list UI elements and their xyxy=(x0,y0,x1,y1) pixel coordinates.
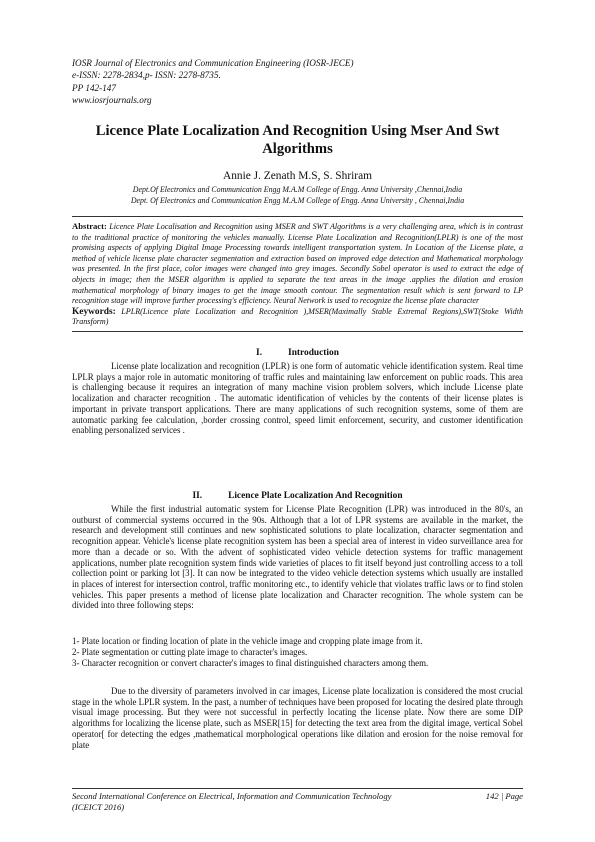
journal-pages: PP 142-147 xyxy=(72,82,116,93)
journal-name: IOSR Journal of Electronics and Communication Engineering (IOSR-JECE) xyxy=(72,58,354,68)
localization-paragraph: While the first industrial automatic system for License Plate Recognition (LPR) was introduced in the 80's, an outburst of commercial systems occurred in the 90s. Although that a lot of LPR systems are available in the market, the research and development still continues and new sophisticated solutions to plate localization, character segmentation and recognition appear. Vehicle's license plate recognition system has been a special area of interest in video surveillance area for more than a decade or so. With the advent of sophisticated video vehicle detection systems for traffic management applications, number plate recognition system finds wide varieties of places to fit itself beyond just controlling access to a toll collection point or parking lot [3]. It can now be integrated to the video vehicle detection systems which usually are installed in places of interest for intersection control, traffic monitoring etc., to identify vehicle that violates traffic laws or to find stolen vehicles. This paper presents a method of license plate localization and Character recognition. The whole system can be divided into three following steps: xyxy=(72,504,523,611)
footer-page-number: 142 | Page xyxy=(485,791,523,801)
section-number: II. xyxy=(192,491,203,501)
footer-acronym: (ICEICT 2016) xyxy=(72,802,125,812)
list-item: 2- Plate segmentation or cutting plate image to character's images. xyxy=(72,647,308,658)
affiliation-2: Dept. Of Electronics and Communication Engg M.A.M College of Engg. Anna University , Chennai,India xyxy=(130,196,465,205)
section-number: I. xyxy=(256,348,263,358)
journal-website: www.iosrjournals.org xyxy=(72,95,152,106)
paper-title: Licence Plate Localization And Recognition Using Mser And Swt Algorithms xyxy=(95,123,500,157)
keywords-label: Keywords: xyxy=(72,306,116,317)
footer-conference: Second International Conference on Electrical, Information and Communication Technology xyxy=(72,791,392,801)
abstract-text: Licence Plate Localisation and Recognition using MSER and SWT Algorithms is a very challenging area, which is in contrast to the traditional practice of monitoring the vehicles manually. License Plate Localization and Recognition(LPLR) is one of the most promising aspects of applying Digital Image Processing towards intelligent transportation system. In Location of the License plate, a method of vehicle license plate character segmentation and extraction based on improved edge detection and Mathematical morphology was presented. In the first place, color images were changed into grey images. Secondly Sobel operator is used to extract the edge of objects in image; then the MSER algorithm is applied to separate the text areas in the image .applies the dilation and erosion mathematical morphology of binary images to get the image smooth contour. The segmentation result which is sent forward to LP recognition stage will improve further processing's efficiency. Neural Network is used to recognize the license plate character xyxy=(72,222,524,306)
affiliation-1: Dept.Of Electronics and Communication Engg M.A.M College of Engg. Anna University ,Chennai,India xyxy=(132,185,463,194)
steps-list xyxy=(72,636,523,669)
page-footer xyxy=(72,788,523,813)
section-heading-localization xyxy=(72,490,523,502)
abstract-block xyxy=(72,216,523,332)
author-affiliations xyxy=(60,184,535,206)
journal-header xyxy=(72,57,532,107)
list-item: 1- Plate location or finding location of plate in the vehicle image and cropping plate image from it. xyxy=(72,636,423,646)
keywords xyxy=(72,307,523,332)
abstract xyxy=(72,221,523,307)
section-heading-introduction xyxy=(72,347,523,359)
paper-authors: Annie J. Zenath M.S, S. Shriram xyxy=(222,170,373,182)
list-item: 3- Character recognition or convert character's images to final distinguished characters among them. xyxy=(72,658,429,669)
localization-paragraph-2: Due to the diversity of parameters involved in car images, License plate localization is considered the most crucial stage in the whole LPLR system. In the past, a number of techniques have been proposed for locating the desired plate through visual image processing. But they were not successful in perfectly locating the license plate. Now there are some DIP algorithms for localizing the license plate, such as MSER[15] for detecting the text area from the digital image, vertical Sobel operator[ for detecting the edges ,mathematical morphological operations like dilation and erosion for the noise removal for plate xyxy=(72,686,523,750)
journal-issn: e-ISSN: 2278-2834,p- ISSN: 2278-8735. xyxy=(72,70,221,81)
introduction-paragraph: License plate localization and recognition (LPLR) is one form of automatic vehicle identification system. Real time LPLR plays a major role in automatic monitoring of traffic rules and maintaining law enforcement on public roads. This area is challenging because it requires an integration of many machine vision problem solvers, which include License plate localization and character recognition . The automatic identification of vehicles by the contents of their license plates is important in private transport applications. There are many applications of such recognition systems, some of them are automatic parking fee calculation, ,border crossing control, speed limit enforcement, security, and customer identification enabling personalized services . xyxy=(72,361,523,436)
section-title: Licence Plate Localization And Recognition xyxy=(228,491,403,501)
abstract-label: Abstract: xyxy=(72,221,107,231)
keywords-text: LPLR(Licence plate Localization and Recognition ),MSER(Maximally Stable Extremal Regions),SWT(Stoke Width Transform) xyxy=(72,306,523,327)
section-title: Introduction xyxy=(288,348,339,358)
